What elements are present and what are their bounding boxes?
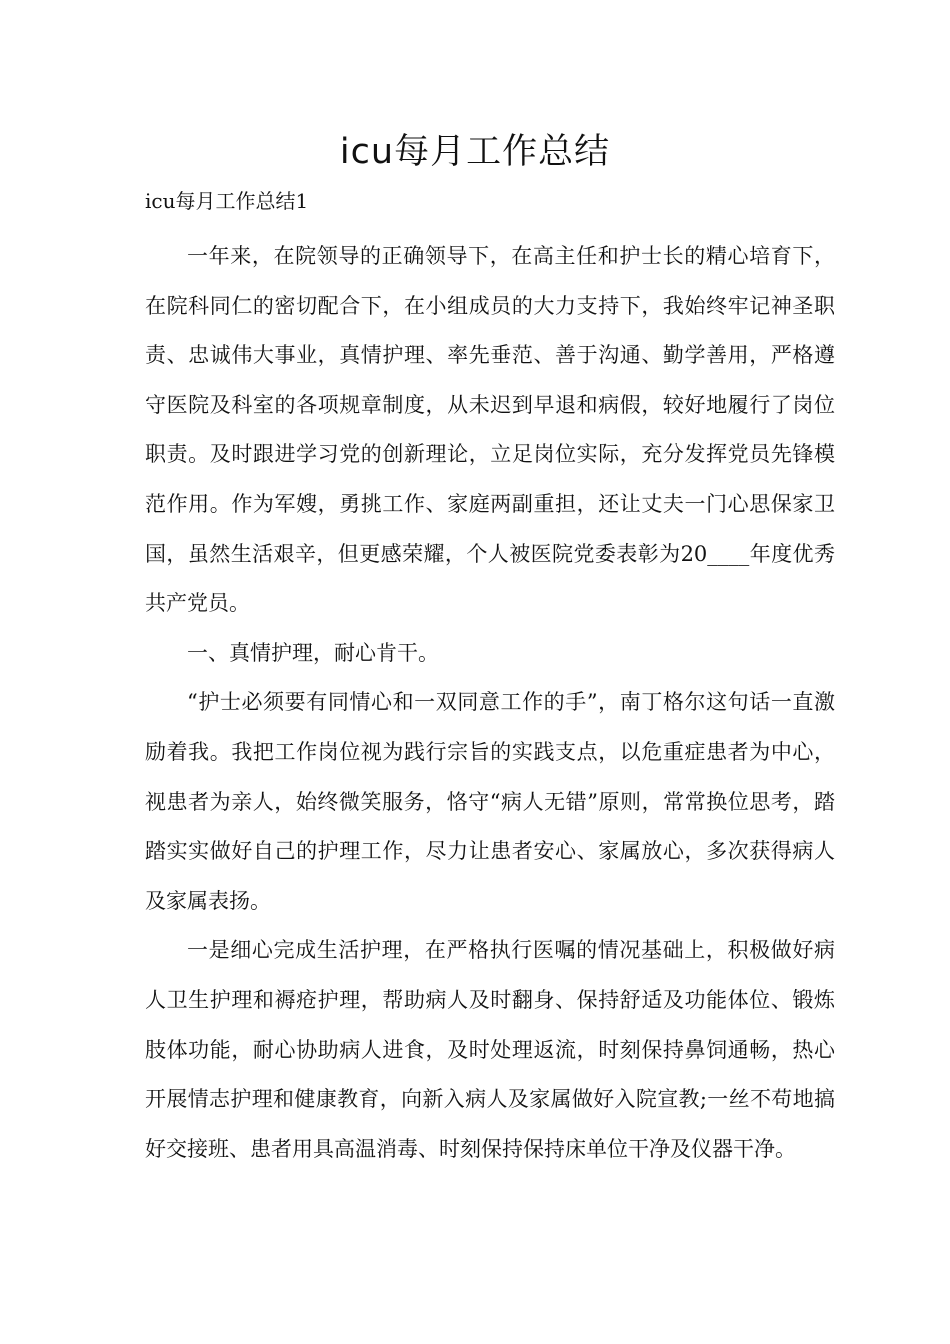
section-heading: icu每月工作总结1 <box>145 189 309 213</box>
paragraph-intro: 一年来，在院领导的正确领导下，在高主任和护士长的精心培育下，在院科同仁的密切配合下，在小组成员的大力支持下，我始终牢记神圣职责、忠诚伟大事业，真情护理、率先垂范、善于沟通、勤学善用，严格遵守医院及科室的各项规章制度，从未迟到早退和病假，较好地履行了岗位职责。及时跟进学习党的创新理论，立足岗位实际，充分发挥党员先锋模范作用。作为军嫂，勇挑工作、家庭两副重担，还让丈夫一门心思保家卫国，虽然生活艰辛，但更感荣耀，个人被医院党委表彰为20____年度优秀共产党员。 <box>145 244 835 616</box>
paragraph-nightingale: “护士必须要有同情心和一双同意工作的手”，南丁格尔这句话一直激励着我。我把工作岗位视为践行宗旨的实践支点，以危重症患者为中心，视患者为亲人，始终微笑服务，恪守“病人无错”原则，常常换位思考，踏踏实实做好自己的护理工作，尽力让患者安心、家属放心，多次获得病人及家属表扬。 <box>145 690 835 913</box>
paragraph-care: 一是细心完成生活护理，在严格执行医嘱的情况基础上，积极做好病人卫生护理和褥疮护理，帮助病人及时翻身、保持舒适及功能体位、锻炼肢体功能，耐心协助病人进食，及时处理返流，时刻保持鼻饲通畅，热心开展情志护理和健康教育，向新入病人及家属做好入院宣教;一丝不苟地搞好交接班、患者用具高温消毒、时刻保持保持床单位干净及仪器干净。 <box>145 938 835 1161</box>
document-body <box>145 232 835 1174</box>
document-title: icu每月工作总结 <box>339 132 611 172</box>
paragraph-heading-1: 一、真情护理，耐心肯干。 <box>187 640 439 665</box>
